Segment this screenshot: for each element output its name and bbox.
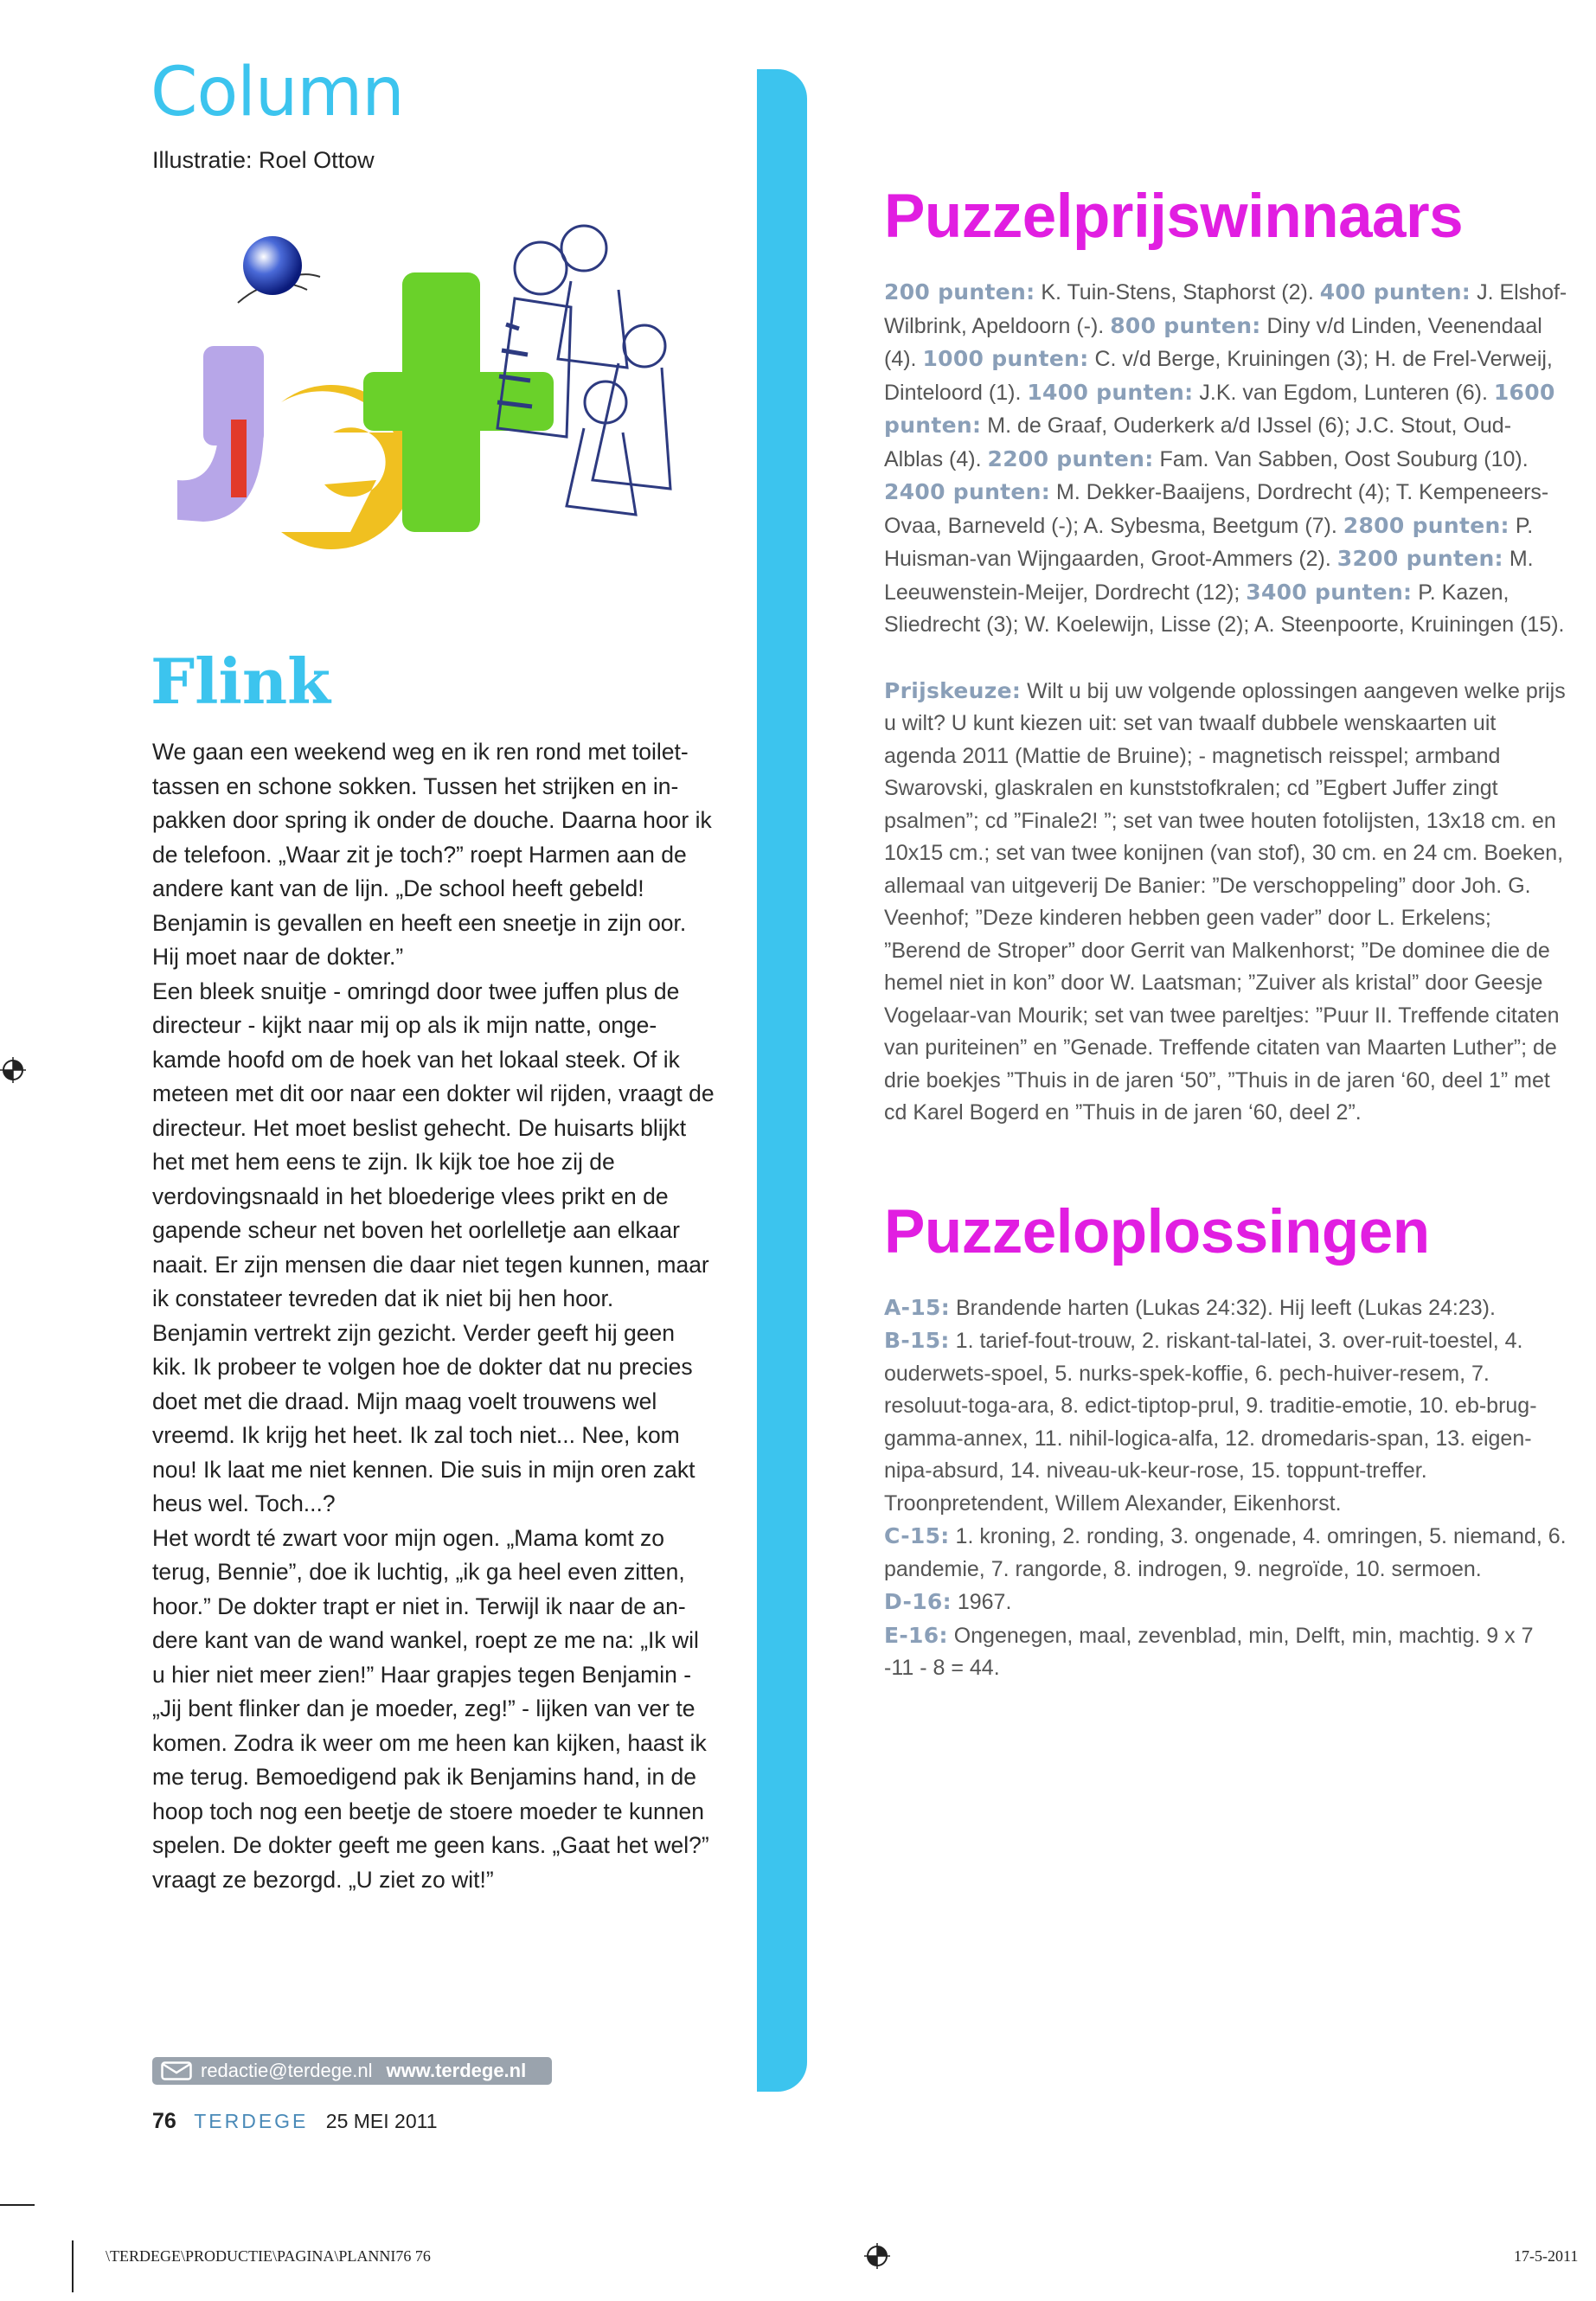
solution-code: A-15: [884, 1294, 951, 1320]
sketch-head [561, 226, 606, 271]
winner-points: 1600 punten: [884, 379, 1555, 438]
prize-choice-label: Prijskeuze: [884, 677, 1022, 703]
winner-names: M. Leeuwenstein-Meijer, Dordrecht (12); [884, 547, 1534, 605]
solutions-list [884, 1292, 1567, 1685]
solution-code: D-16: [884, 1589, 952, 1614]
contact-bar [152, 2057, 552, 2085]
paragraph: We gaan een weekend weg en ik ren rond met toilet-tassen en schone sokken. Tussen het strijken en in-pakken door spring ik onder de douche. Daarna hoor ik de telefoon. „Waar zit je toch?” roept Harmen aan de andere kant van de lijn. „De school heeft gebeld! Benjamin is gevallen en heeft een sneetje in zijn oor. Hij moet naar de dokter.” [152, 739, 712, 970]
solution-text: 1. kroning, 2. ronding, 3. ongenade, 4. omringen, 5. niemand, 6. pandemie, 7. rangorde, 8. indrogen, 9. negroïde, 10. sermoen. [884, 1524, 1567, 1581]
winner-names: Fam. Van Sabben, Oost Souburg (10). [1159, 446, 1529, 471]
email-link[interactable]: redactie@terdege.nl [201, 2060, 373, 2081]
winner-points: 3400 punten: [1246, 579, 1413, 605]
solution-code: E-16: [884, 1622, 948, 1648]
winner-points: 200 punten: [884, 279, 1035, 304]
blue-divider-band [757, 69, 807, 2092]
sketch-head [515, 242, 567, 294]
winner-names: J.K. van Egdom, Lunteren (6). [1199, 380, 1488, 405]
winner-points: 2200 punten: [987, 445, 1154, 471]
winners-title: Puzzelprijswinnaars [884, 183, 1464, 251]
article-title: Flink [151, 644, 331, 718]
page-footer [152, 2109, 438, 2134]
solution-text: 1. tarief-fout-trouw, 2. riskant-tal-latei, 3. over-ruit-toestel, 4. ouderwets-spoel, 5. nurks-spek-koffie, 6. pech-huiver-resem, 7. resoluut-toga-ara, 8. edict-tiptop-prul, 9. traditie-emotie, 10. eb-brug-gamma-annex, 11. nihil-logica-alfa, 12. dromedaris-span, 13. eigen-nipa-absurd, 14. niveau-uk-keur-rose, 15. toppunt-treffer. Troonpretendent, Willem Alexander, Eikenhorst. [884, 1329, 1537, 1516]
registration-mark-icon [0, 1057, 26, 1083]
family-sketch [497, 226, 670, 515]
solution-text: Ongenegen, maal, zevenblad, min, Delft, min, machtig. 9 x 7 -11 - 8 = 44. [884, 1623, 1534, 1680]
solution-text: 1967. [957, 1590, 1012, 1614]
column-body [152, 735, 715, 1897]
column-illustration [177, 221, 688, 610]
illustration-credit: Illustratie: Roel Ottow [152, 147, 375, 173]
winner-points: 1000 punten: [922, 346, 1089, 371]
winner-names: C. v/d Berge, Kruiningen (3); H. de Frel-Verweij, Dinteloord (1). [884, 347, 1553, 405]
winner-points: 800 punten: [1110, 312, 1261, 338]
winner-names: J. Elshof-Wilbrink, Apeldoorn (-). [884, 280, 1567, 338]
print-slug-path: \TERDEGE\PRODUCTIE\PAGINA\PLANNI76 76 [106, 2247, 431, 2265]
winner-names: P. Huisman-van Wijngaarden, Groot-Ammers (2). [884, 513, 1534, 571]
winner-names: Diny v/d Linden, Veenendaal (4). [884, 313, 1542, 371]
paragraph: Een bleek snuitje - omringd door twee juffen plus de directeur - kijkt naar mij op als ik mijn natte, onge-kamde hoofd om de hoek van het lokaal steek. Of ik meteen met dit oor naar een dokter wil rijden, vraagt de directeur. Het moet beslist gehecht. De huisarts blijkt het met hem eens te zijn. Ik kijk toe hoe zij de verdovingsnaald in het bloederige vlees prikt en de gapende scheur net boven het oorlelletje aan elkaar naait. Er zijn mensen die daar niet tegen kunnen, maar ik constateer tevreden dat ik niet bij hen hoor. Benjamin vertrekt zijn gezicht. Verder geeft hij geen kik. Ik probeer te volgen hoe de dokter dat nu precies doet met die draad. Mijn maag voelt trouwens wel vreemd. Ik krijg het heet. Ik zal toch niet... Nee, kom nou! Ik laat me niet kennen. Die suis in mijn oren zakt heus wel. Toch...? [152, 977, 715, 1516]
issue-date: 25 MEI 2011 [325, 2110, 438, 2132]
sketch-head [624, 325, 665, 367]
letter-j-hook [177, 428, 264, 522]
winner-names: P. Kazen, Sliedrecht (3); W. Koelewijn, Lisse (2); A. Steenpoorte, Kruiningen (15). [884, 580, 1565, 637]
winners-list [884, 276, 1567, 642]
winner-points: 2400 punten: [884, 479, 1051, 504]
crop-mark [0, 2204, 35, 2206]
winner-names: K. Tuin-Stens, Staphorst (2). [1041, 280, 1314, 304]
solutions-title: Puzzeloplossingen [884, 1197, 1430, 1266]
winner-points: 3200 punten: [1336, 546, 1503, 571]
winner-points: 2800 punten: [1343, 512, 1509, 538]
winner-names: M. de Graaf, Ouderkerk a/d IJssel (6); J.C. Stout, Oud-Alblas (4). [884, 413, 1512, 471]
solution-code: B-15: [884, 1328, 950, 1353]
website-link[interactable]: www.terdege.nl [386, 2060, 527, 2081]
winner-names: M. Dekker-Baaijens, Dordrecht (4); T. Kempeneers-Ovaa, Barneveld (-); A. Sybesma, Beetgum (7). [884, 480, 1549, 538]
crop-mark [72, 2240, 74, 2292]
prize-choice [884, 675, 1567, 1130]
registration-mark-icon [864, 2243, 890, 2269]
magazine-name: TERDEGE [194, 2110, 309, 2132]
winner-points: 1400 punten: [1027, 379, 1194, 405]
solution-code: C-15: [884, 1523, 950, 1548]
prize-choice-text: Wilt u bij uw volgende oplossingen aangeven welke prijs u wilt? U kunt kiezen uit: set van twaalf dubbele wenskaarten uit agenda 2011 (Mattie de Bruine); - magnetisch reisspel; armband Swarovski, glaskralen en kunststofkralen; cd ”Egbert Juffer zingt psalmen”; cd ”Finale2! ”; set van twee houten fotolijsten, 13x18 cm. en 10x15 cm.; set van twee konijnen (van stof), 30 cm. en 24 cm. Boeken, allemaal van uitgeverij De Banier: ”De verschoppeling” door Joh. G. Veenhof; ”Deze kinderen hebben geen vader” door L. Erkelens; ”Berend de Stroper” door Gerrit van Malkenhorst; ”De dominee die de hemel niet in kon” door W. Laatsman; ”Zuiver als kristal” door Geesje Vogelaar-van Mourik; set van twee pareltjes: ”Puur II. Treffende citaten van puriteinen” en ”Genade. Treffende citaten van Maarten Luther”; de drie boekjes ”Thuis in de jaren ‘50”, ”Thuis in de jaren ‘60, deel 1” met cd Karel Bogerd en ”Thuis in de jaren ‘60, deel 2”. [884, 678, 1566, 1125]
winner-points: 400 punten: [1319, 279, 1471, 304]
blue-ball [243, 236, 302, 295]
print-slug-date: 17-5-2011 [1514, 2247, 1579, 2265]
right-column [884, 182, 1567, 1685]
solution-text: Brandende harten (Lukas 24:32). Hij leeft (Lukas 24:23). [955, 1295, 1496, 1320]
section-title: Column [151, 54, 404, 131]
mail-icon [161, 2061, 192, 2080]
red-stroke [231, 420, 247, 497]
page-number: 76 [152, 2109, 176, 2133]
paragraph: Het wordt té zwart voor mijn ogen. „Mama komt zo terug, Bennie”, doe ik luchtig, „ik ga heel even zitten, hoor.” De dokter trapt er niet in. Terwijl ik naar de an-dere kant van de wand wankel, roept ze me na: „Ik wil u hier niet meer zien!” Haar grapjes tegen Benjamin - „Jij bent flinker dan je moeder, zeg!” - lijken van ver te komen. Zodra ik weer om me heen kan kijken, haast ik me terug. Bemoedigend pak ik Benjamins hand, in de hoop toch nog een beetje de stoere moeder te kunnen spelen. De dokter geeft me geen kans. „Gaat het wel?” vraagt ze bezorgd. „U ziet zo wit!” [152, 1524, 709, 1893]
